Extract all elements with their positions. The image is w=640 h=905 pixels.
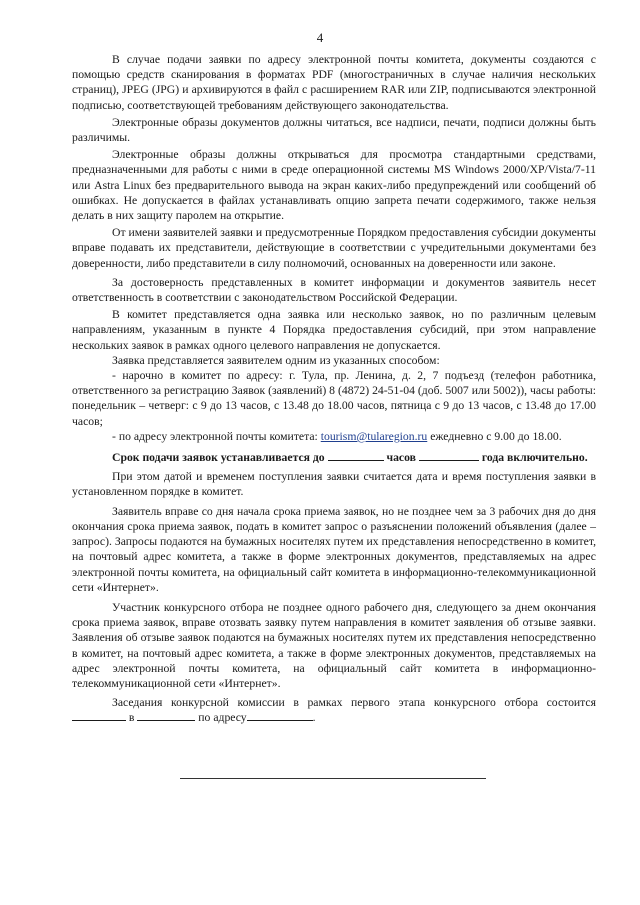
paragraph-representatives: От имени заявителей заявки и предусмотренные Порядком предоставления субсидии документы вправе подавать их представители, действующие в соответствии с учредительными документами без доверенности, либо представители в силу полномочий, основанных на доверенности или законе.	[72, 226, 596, 270]
meeting-date-blank	[72, 710, 126, 721]
document-body	[72, 52, 596, 726]
deadline-date-blank	[328, 450, 384, 461]
paragraph-withdrawal: Участник конкурсного отбора не позднее одного рабочего дня, следующего за днем окончания срока приема заявок, вправе отозвать заявку путем направления в комитет заявления об отзыве заявки. Заявления об отзыве заявок подаются на бумажных носителях путем их представления непосредственно в комитет, на почтовый адрес комитета, а также в форме электронных документов, представляемых на адрес электронной почты комитета, на официальный сайт комитета в информационно-телекоммуникационной сети «Интернет».	[72, 600, 596, 690]
paragraph-submission-methods: Заявка представляется заявителем одним из указанных способом:	[112, 353, 440, 367]
meeting-time-blank	[137, 710, 195, 721]
paragraph-commission-meeting	[72, 695, 596, 725]
deadline-text-c: года включительно.	[478, 451, 588, 465]
email-prefix: - по адресу электронной почты комитета:	[112, 429, 321, 443]
paragraph-file-opening: Электронные образы должны открываться для просмотра стандартными средствами, предназначенными для работы с ними в среде операционной системы MS Windows 2000/XP/Vista/7-11 или Astra Linux без предварительного вывода на экран каких-либо предупреждений или сообщений об ошибках. Не допускается в файлах устанавливать опцию запрета печати содержимого, также нельзя делать в них защиту паролем на открытие.	[72, 148, 596, 223]
bottom-divider	[180, 778, 486, 779]
page-number: 4	[316, 30, 324, 45]
deadline-text-a: Срок подачи заявок устанавливается до	[112, 451, 328, 465]
email-link[interactable]: tourism@tularegion.ru	[320, 429, 428, 443]
deadline-text-b: часов	[383, 451, 419, 465]
paragraph-application-count: В комитет представляется одна заявка или несколько заявок, но по различным целевым направлениям, указанным в пункте 4 Порядка предоставления субсидий, при этом направление нескольких заявок в рамках одного целевого направления не допускается.	[72, 308, 596, 352]
paragraph-email	[72, 429, 596, 444]
meeting-text-a: Заседания конкурсной комиссии в рамках первого этапа конкурсного отбора состоится	[112, 696, 596, 710]
paragraph-responsibility: За достоверность представленных в комитет информации и документов заявитель несет ответственность в соответствии с законодательством Российской Федерации.	[72, 275, 596, 305]
paragraph-scan-requirements: В случае подачи заявки по адресу электронной почты комитета, документы создаются с помощью средств сканирования в форматах PDF (многостраничных в случае наличия нескольких страниц), JPEG (JPG) и архивируются в файл с расширением RAR или ZIP, подписываются электронной подписью, соответствующей требованиям действующего законодательства.	[72, 53, 596, 112]
meeting-address-blank	[247, 710, 313, 721]
email-suffix: ежедневно с 9.00 до 18.00.	[427, 429, 562, 443]
paragraph-deadline	[72, 450, 596, 465]
paragraph-clarification-request: Заявитель вправе со дня начала срока приема заявок, но не позднее чем за 3 рабочих дня до дня окончания срока приема заявок, подать в комитет запрос о разъяснении положений объявления (далее – запрос). Запросы подаются на бумажных носителях путем их представления непосредственно в комитет, на почтовый адрес комитета, а также в форме электронных документов, представляемых на адрес электронной почты комитета, на официальный сайт комитета в информационно-телекоммуникационной сети «Интернет».	[72, 504, 596, 594]
paragraph-in-person: - нарочно в комитет по адресу: г. Тула, пр. Ленина, д. 2, 7 подъезд (телефон работника, ответственного за регистрацию Заявок (заявлений) 8 (4872) 24-51-04 (доб. 5007 или 5002)), часы работы: понедельник – четверг: с 9 до 13 часов, с 13.48 до 18.00 часов, пятница с 9 до 13 часов, с 13.48 до 17.00 часов;	[72, 369, 596, 428]
paragraph-readability: Электронные образы документов должны читаться, все надписи, печати, подписи должны быть различимы.	[72, 115, 596, 145]
deadline-year-blank	[419, 450, 479, 461]
meeting-text-d: .	[312, 711, 316, 725]
paragraph-receipt-date: При этом датой и временем поступления заявки считается дата и время поступления заявки в установленном порядке в комитет.	[72, 470, 596, 499]
meeting-text-c: по адресу	[195, 711, 247, 725]
meeting-text-b: в	[126, 711, 138, 725]
